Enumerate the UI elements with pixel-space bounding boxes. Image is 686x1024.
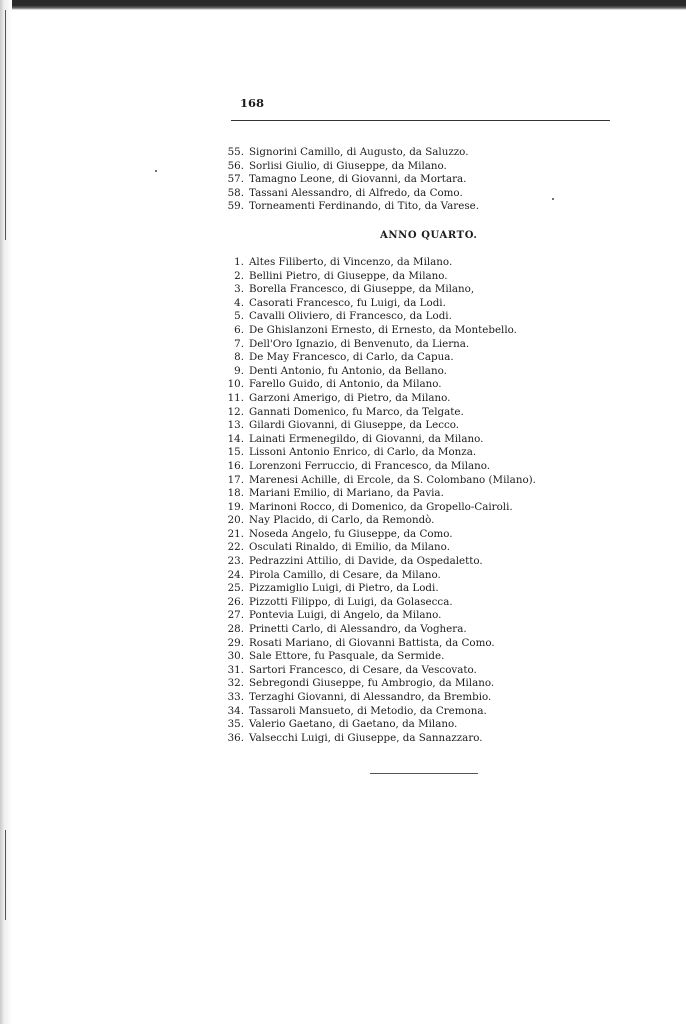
entry-text: Gilardi Giovanni, di Giuseppe, da Lecco. — [249, 419, 460, 432]
list-item — [224, 623, 536, 637]
entry-text: Signorini Camillo, di Augusto, da Saluzzo. — [249, 146, 469, 158]
entry-text: Marinoni Rocco, di Domenico, da Gropello-Cairoli. — [249, 500, 513, 513]
list-item — [224, 297, 536, 311]
list-item — [224, 160, 479, 174]
list-item — [224, 705, 536, 719]
entry-text: Tassaroli Mansueto, di Metodio, da Cremona. — [249, 704, 487, 717]
scan-left-edge — [0, 0, 12, 1024]
entry-number: 22. — [227, 541, 244, 554]
entry-number: 29. — [227, 636, 244, 649]
list-item — [224, 541, 536, 555]
entry-number: 6. — [234, 323, 244, 336]
student-list-anno-quarto — [224, 256, 536, 745]
entry-text: Lissoni Antonio Enrico, di Carlo, da Monza. — [249, 446, 477, 459]
list-item — [224, 732, 536, 746]
entry-number: 26. — [227, 595, 244, 608]
list-item — [224, 200, 479, 214]
entry-number: 12. — [227, 405, 244, 418]
entry-number: 19. — [227, 500, 244, 513]
entry-number: 9. — [234, 364, 244, 377]
entry-text: Sorlisi Giulio, di Giuseppe, da Milano. — [249, 159, 447, 172]
entry-text: Valsecchi Luigi, di Giuseppe, da Sannazzaro. — [249, 731, 483, 744]
entry-number: 7. — [234, 337, 244, 350]
list-item — [224, 283, 536, 297]
entry-text: Pedrazzini Attilio, di Davide, da Ospedaletto. — [249, 555, 483, 568]
list-item — [224, 528, 536, 542]
entry-text: Garzoni Amerigo, di Pietro, da Milano. — [249, 391, 451, 404]
list-item — [224, 324, 536, 338]
list-item — [224, 146, 479, 160]
list-item — [224, 691, 536, 705]
entry-number: 18. — [227, 487, 244, 500]
entry-number: 24. — [227, 568, 244, 581]
entry-number: 4. — [234, 296, 244, 309]
entry-number: 35. — [227, 718, 244, 731]
entry-number: 57. — [227, 173, 244, 186]
list-item — [224, 664, 536, 678]
entry-number: 56. — [227, 159, 244, 172]
binding-mark — [5, 10, 6, 240]
list-item — [224, 650, 536, 664]
list-item — [224, 187, 479, 201]
list-item — [224, 514, 536, 528]
entry-number: 58. — [227, 186, 244, 199]
entry-text: Marenesi Achille, di Ercole, da S. Colombano (Milano). — [249, 473, 536, 486]
list-item — [224, 718, 536, 732]
entry-text: Terzaghi Giovanni, di Alessandro, da Brembio. — [249, 691, 492, 703]
entry-text: Valerio Gaetano, di Gaetano, da Milano. — [249, 718, 458, 731]
speck — [155, 170, 157, 172]
entry-number: 15. — [227, 446, 244, 459]
entry-text: Lorenzoni Ferruccio, di Francesco, da Milano. — [249, 459, 491, 472]
entry-text: Nay Placido, di Carlo, da Remondò. — [249, 514, 435, 527]
entry-text: Bellini Pietro, di Giuseppe, da Milano. — [249, 269, 448, 282]
entry-text: Rosati Mariano, di Giovanni Battista, da Como. — [249, 636, 495, 649]
entry-text: Lainati Ermenegildo, di Giovanni, da Milano. — [249, 432, 484, 445]
entry-number: 20. — [227, 514, 244, 527]
entry-text: Prinetti Carlo, di Alessandro, da Voghera. — [249, 623, 467, 636]
speck — [552, 198, 554, 200]
list-item — [224, 609, 536, 623]
list-item — [224, 446, 536, 460]
entry-number: 34. — [227, 704, 244, 717]
entry-number: 33. — [227, 691, 244, 703]
entry-text: Sale Ettore, fu Pasquale, da Sermide. — [249, 650, 445, 663]
entry-text: Pontevia Luigi, di Angelo, da Milano. — [249, 609, 442, 622]
entry-text: Sartori Francesco, di Cesare, da Vescovato. — [249, 663, 477, 676]
list-item — [224, 637, 536, 651]
entry-number: 28. — [227, 623, 244, 636]
entry-text: Casorati Francesco, fu Luigi, da Lodi. — [249, 296, 446, 309]
entry-text: Denti Antonio, fu Antonio, da Bellano. — [249, 364, 447, 377]
list-item — [224, 256, 536, 270]
entry-text: Gannati Domenico, fu Marco, da Telgate. — [249, 405, 464, 418]
header-rule — [231, 120, 610, 121]
scan-top-edge — [0, 0, 686, 10]
entry-number: 59. — [227, 200, 244, 213]
entry-number: 1. — [234, 256, 244, 268]
entry-number: 3. — [234, 283, 244, 296]
section-heading: ANNO QUARTO. — [380, 230, 478, 241]
entry-number: 21. — [227, 527, 244, 540]
entry-text: Tassani Alessandro, di Alfredo, da Como. — [249, 186, 463, 199]
entry-number: 8. — [234, 351, 244, 364]
entry-text: Pizzotti Filippo, di Luigi, da Golasecca. — [249, 595, 453, 608]
entry-text: Borella Francesco, di Giuseppe, da Milano, — [249, 283, 475, 296]
list-item — [224, 582, 536, 596]
entry-number: 2. — [234, 269, 244, 282]
entry-number: 16. — [227, 459, 244, 472]
entry-number: 55. — [227, 146, 244, 158]
list-item — [224, 310, 536, 324]
list-item — [224, 677, 536, 691]
entry-text: Torneamenti Ferdinando, di Tito, da Varese. — [249, 200, 479, 213]
list-item — [224, 378, 536, 392]
entry-text: Altes Filiberto, di Vincenzo, da Milano. — [249, 256, 453, 268]
list-item — [224, 338, 536, 352]
entry-number: 13. — [227, 419, 244, 432]
entry-text: Pizzamiglio Luigi, di Pietro, da Lodi. — [249, 582, 439, 595]
list-item — [224, 569, 536, 583]
list-item — [224, 487, 536, 501]
list-item — [224, 173, 479, 187]
list-item — [224, 555, 536, 569]
list-item — [224, 460, 536, 474]
list-item — [224, 596, 536, 610]
list-item — [224, 270, 536, 284]
entry-text: Sebregondi Giuseppe, fu Ambrogio, da Milano. — [249, 677, 495, 690]
end-rule — [370, 773, 478, 774]
binding-mark — [5, 830, 6, 920]
entry-text: Farello Guido, di Antonio, da Milano. — [249, 378, 442, 391]
entry-text: Cavalli Oliviero, di Francesco, da Lodi. — [249, 310, 452, 323]
entry-number: 30. — [227, 650, 244, 663]
entry-text: De May Francesco, di Carlo, da Capua. — [249, 351, 454, 364]
list-item — [224, 433, 536, 447]
entry-number: 27. — [227, 609, 244, 622]
list-item — [224, 501, 536, 515]
page-number: 168 — [240, 96, 265, 110]
entry-number: 5. — [234, 310, 244, 323]
entry-number: 25. — [227, 582, 244, 595]
entry-number: 10. — [227, 378, 244, 391]
entry-number: 36. — [227, 731, 244, 744]
list-item — [224, 406, 536, 420]
entry-text: De Ghislanzoni Ernesto, di Ernesto, da Montebello. — [249, 323, 517, 336]
entry-text: Tamagno Leone, di Giovanni, da Mortara. — [249, 173, 467, 186]
list-item — [224, 419, 536, 433]
entry-text: Osculati Rinaldo, di Emilio, da Milano. — [249, 541, 450, 554]
student-list-continued — [224, 146, 479, 214]
entry-number: 23. — [227, 555, 244, 568]
entry-text: Noseda Angelo, fu Giuseppe, da Como. — [249, 527, 453, 540]
entry-number: 31. — [227, 663, 244, 676]
list-item — [224, 392, 536, 406]
entry-number: 11. — [227, 391, 244, 404]
entry-number: 32. — [227, 677, 244, 690]
list-item — [224, 365, 536, 379]
list-item — [224, 351, 536, 365]
entry-number: 14. — [227, 432, 244, 445]
entry-text: Dell'Oro Ignazio, di Benvenuto, da Lierna. — [249, 337, 470, 350]
entry-text: Pirola Camillo, di Cesare, da Milano. — [249, 568, 441, 581]
entry-text: Mariani Emilio, di Mariano, da Pavia. — [249, 487, 444, 500]
list-item — [224, 474, 536, 488]
entry-number: 17. — [227, 473, 244, 486]
